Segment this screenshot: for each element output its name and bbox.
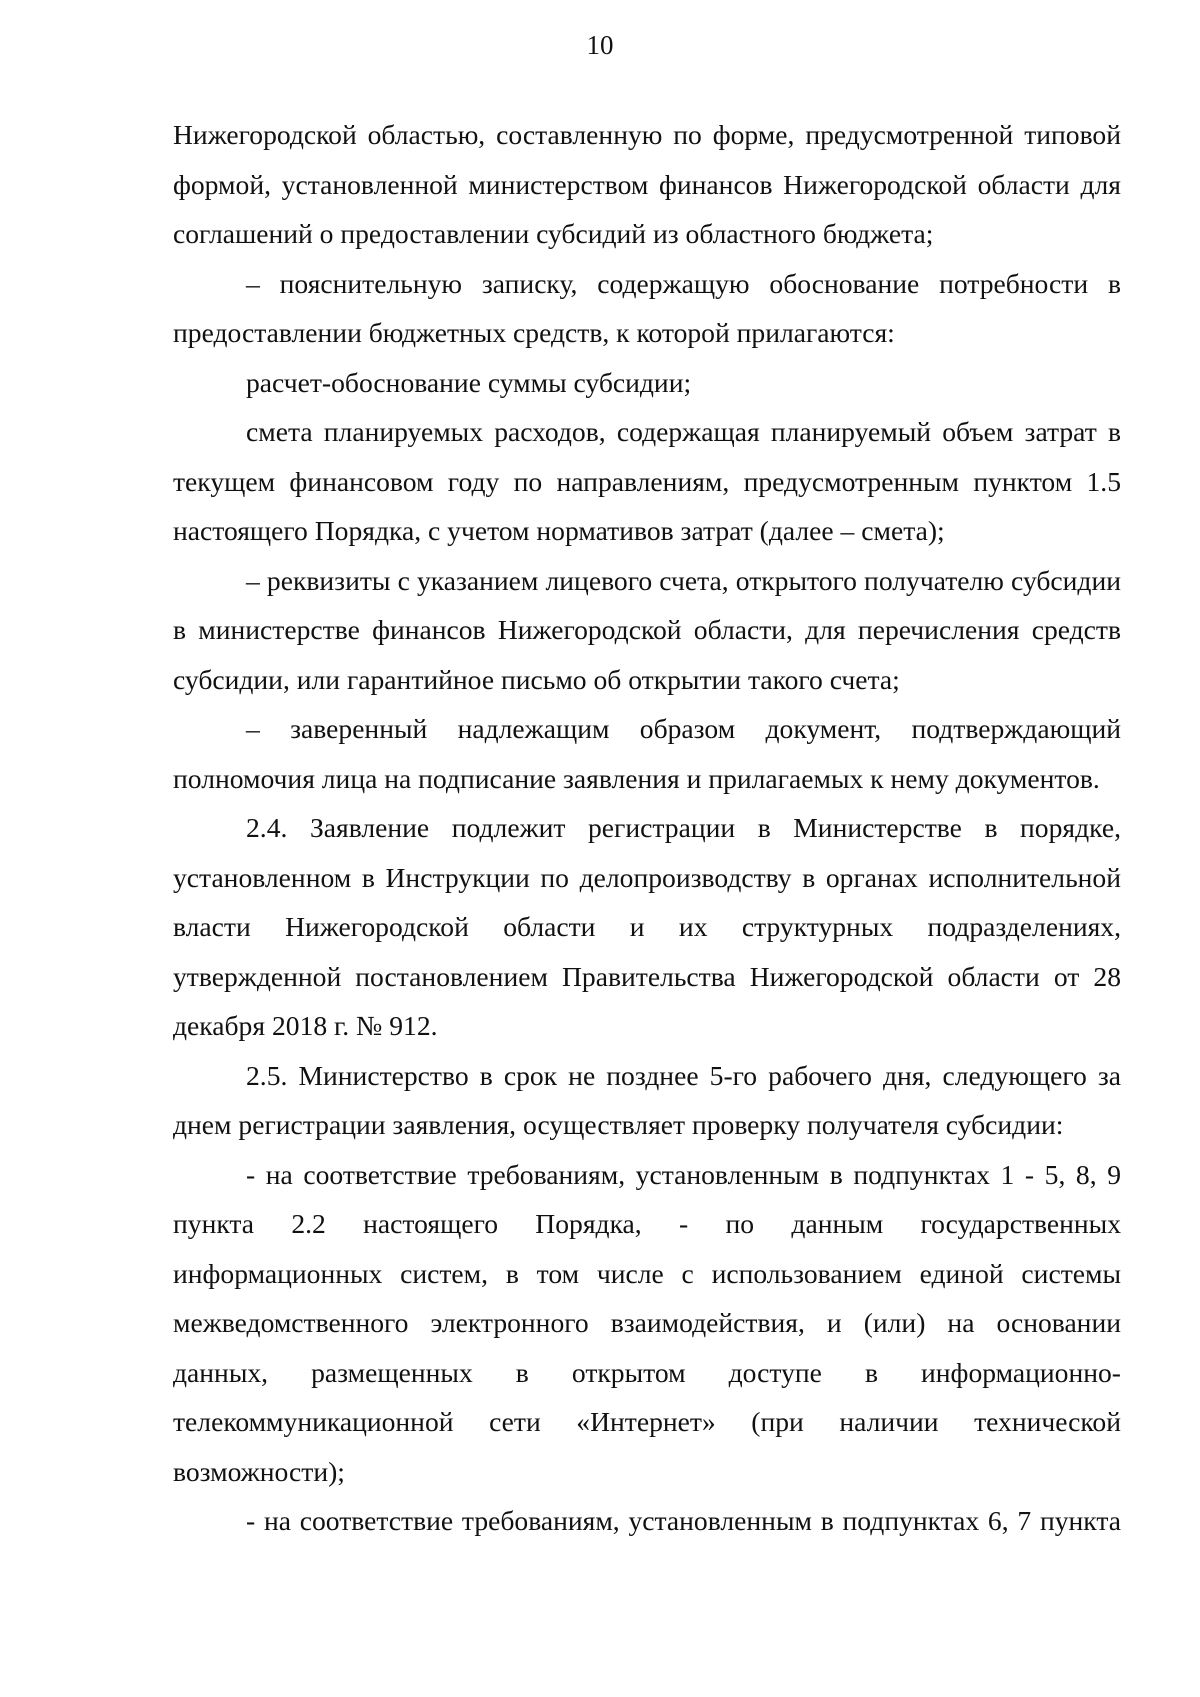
paragraph-authority-document: – заверенный надлежащим образом документ, подтверждающий полномочия лица на подписание заявления и прилагаемых к нему документов. [173,713,1121,794]
paragraph-cost-estimate: смета планируемых расходов, содержащая планируемый объем затрат в текущем финансовом году по направлениям, предусмотренным пунктом 1.5 настоящего Порядка, с учетом нормативов затрат (далее – смета); [173,416,1121,546]
paragraph-requirements-check-2: - на соответствие требованиям, установленным в подпунктах 6, 7 пункта [246,1505,1121,1536]
paragraph-requirements-check-1: - на соответствие требованиям, установленным в подпунктах 1 - 5, 8, 9 пункта 2.2 настоящего Порядка, - по данным государственных информационных систем, в том числе с использованием единой системы межведомственного электронного взаимодействия, и (или) на основании данных, размещенных в открытом доступе в информационно-телекоммуникационной сети «Интернет» (при наличии технической возможности); [173,1158,1121,1487]
page-number: 10 [586,30,614,60]
document-body [173,110,1121,1546]
paragraph-section-2-5: 2.5. Министерство в срок не позднее 5-го рабочего дня, следующего за днем регистрации заявления, осуществляет проверку получателя субсидии: [173,1059,1121,1140]
paragraph-subsidy-calculation: расчет-обоснование суммы субсидии; [246,366,692,398]
paragraph-section-2-4: 2.4. Заявление подлежит регистрации в Министерстве в порядке, установленном в Инструкции по делопроизводству в органах исполнительной власти Нижегородской области и их структурных подразделениях, утвержденной постановлением Правительства Нижегородской области от 28 декабря 2018 г. № 912. [173,812,1121,1041]
paragraph-bank-details: – реквизиты с указанием лицевого счета, открытого получателю субсидии в министерстве финансов Нижегородской области, для перечисления средств субсидии, или гарантийное письмо об открытии такого счета; [173,564,1121,695]
paragraph-agreement-continuation: Нижегородской областью, составленную по форме, предусмотренной типовой формой, установленной министерством финансов Нижегородской области для соглашений о предоставлении субсидий из областного бюджета; [173,119,1121,249]
paragraph-explanatory-note: – пояснительную записку, содержащую обоснование потребности в предоставлении бюджетных средств, к которой прилагаются: [173,267,1121,348]
